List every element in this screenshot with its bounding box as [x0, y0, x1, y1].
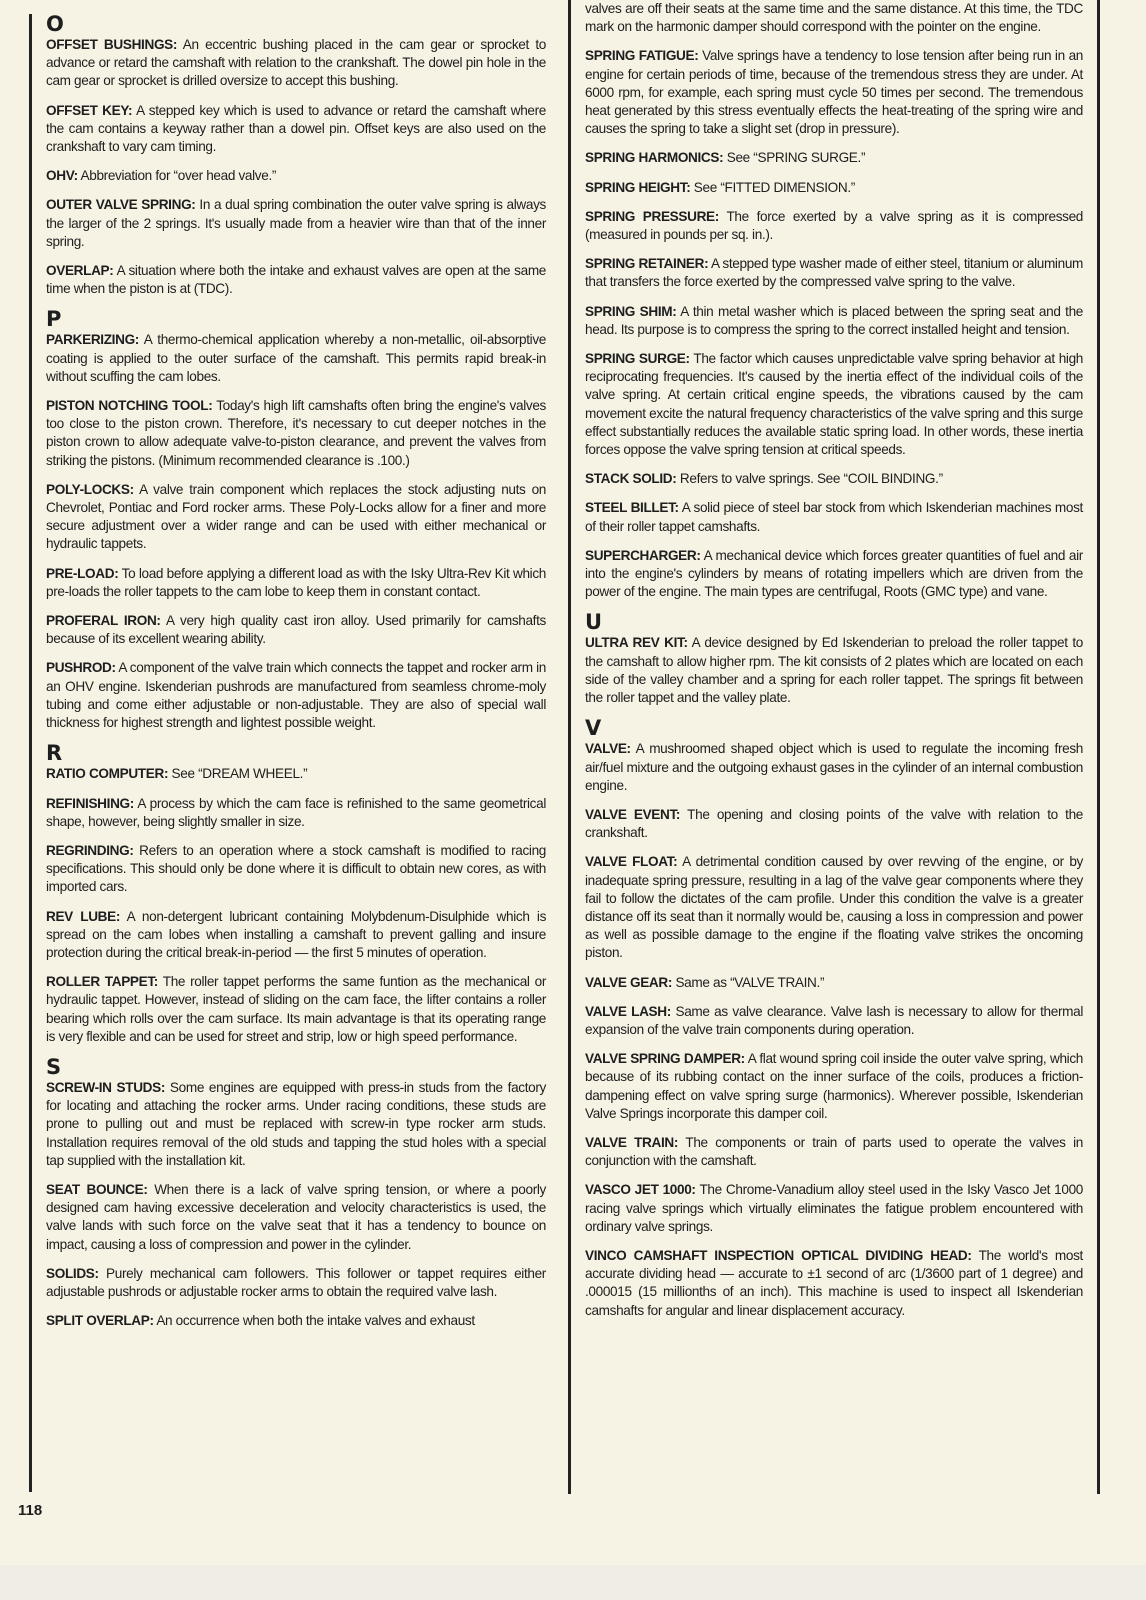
glossary-term: VINCO CAMSHAFT INSPECTION OPTICAL DIVIDING HEAD:: [585, 1247, 972, 1263]
glossary-entry: [585, 255, 1083, 291]
glossary-term: REV LUBE:: [46, 908, 121, 924]
glossary-entry: [585, 1050, 1083, 1123]
glossary-entry: [585, 303, 1083, 339]
glossary-definition: Valve springs have a tendency to lose tension after being run in an engine for certain periods of time, because of the tremendous stress they are under. At 6000 rpm, for example, each spring must cycle 50 times per second. The tremendous heat generated by this stress eventually effects the heat-treating of the spring wire and causes the spring to take a slight set (drop in pressure).: [585, 48, 1083, 137]
glossary-entry: [46, 331, 546, 386]
glossary-term: POLY-LOCKS:: [46, 481, 134, 497]
glossary-term: VALVE EVENT:: [585, 806, 681, 822]
glossary-term: SPRING PRESSURE:: [585, 208, 719, 224]
glossary-definition: The force exerted by a valve spring as it is compressed (measured in pounds per sq. in.).: [585, 208, 1084, 243]
glossary-entry: [46, 481, 546, 554]
page-bottom-edge: [0, 1565, 1146, 1600]
glossary-entry: [46, 397, 546, 470]
glossary-definition: See “SPRING SURGE.”: [723, 150, 866, 166]
glossary-term: SUPERCHARGER:: [585, 547, 701, 563]
glossary-term: SEAT BOUNCE:: [46, 1181, 148, 1197]
glossary-definition: To load before applying a different load as with the Isky Ultra-Rev Kit which pre-loads the roller tappets to the cam lobe to keep them in constant contact.: [46, 565, 546, 599]
glossary-entry: [585, 1003, 1083, 1039]
glossary-entry: [46, 196, 546, 251]
glossary-entry: [46, 659, 546, 732]
glossary-term: PRE-LOAD:: [46, 565, 119, 581]
glossary-definition: A component of the valve train which connects the tappet and rocker arm in an OHV engine. Iskenderian pushrods are manufactured from seamless chrome-moly tubing and come either adjustable or non-adjustable. They are also of special wall thickness for highest strength and lightest possible weight.: [46, 660, 546, 731]
glossary-definition: A mushroomed shaped object which is used to regulate the incoming fresh air/fuel mixture and the outgoing exhaust gases in the cylinder of an internal combustion engine.: [585, 741, 1083, 793]
glossary-entry: [46, 1312, 546, 1330]
glossary-entry: [46, 612, 546, 648]
glossary-term: ULTRA REV KIT:: [585, 635, 688, 651]
glossary-term: OHV:: [46, 168, 78, 184]
glossary-term: VALVE GEAR:: [585, 974, 673, 990]
glossary-term: VALVE:: [585, 741, 631, 757]
glossary-entry: [585, 547, 1083, 602]
glossary-entry: [46, 795, 546, 831]
glossary-definition: In a dual spring combination the outer valve spring is always the larger of the 2 springs. It's usually made from a heavier wire than that of the inner spring.: [46, 197, 546, 249]
section-letter: R: [46, 741, 63, 766]
glossary-term: PARKERIZING:: [46, 332, 139, 348]
glossary-term: ROLLER TAPPET:: [46, 974, 158, 990]
glossary-entry: [46, 842, 546, 897]
glossary-definition: Same as “VALVE TRAIN.”: [672, 974, 825, 990]
section-letter: S: [46, 1054, 62, 1079]
glossary-definition: The roller tappet performs the same funtion as the mechanical or hydraulic tappet. However, instead of sliding on the cam face, the lifter contains a roller bearing which rolls over the cam surface. Its main advantage is that its operating range is very flexible and can be used for street and strip, low or high speed performance.: [46, 974, 546, 1044]
glossary-definition: Purely mechanical cam followers. This follower or tappet requires either adjustable pushrods or adjustable rocker arms to obtain the required valve lash.: [46, 1265, 546, 1299]
glossary-definition: A valve train component which replaces the stock adjusting nuts on Chevrolet, Pontiac and Ford rocker arms. These Poly-Locks allow for a finer and more secure adjustment over a wider range and can be used with either mechanical or hydraulic tappets.: [46, 481, 546, 552]
glossary-definition: A solid piece of steel bar stock from which Iskenderian machines most of their roller tappet camshafts.: [585, 500, 1083, 534]
glossary-term: SPLIT OVERLAP:: [46, 1313, 154, 1329]
glossary-entry: [585, 1181, 1083, 1236]
glossary-term: REFINISHING:: [46, 795, 134, 811]
glossary-entry: [585, 806, 1083, 842]
glossary-entry: [46, 1265, 546, 1301]
glossary-term: STEEL BILLET:: [585, 500, 679, 516]
glossary-term: RATIO COMPUTER:: [46, 766, 169, 782]
glossary-term: SOLIDS:: [46, 1265, 99, 1281]
glossary-entry: [585, 350, 1083, 459]
glossary-definition: When there is a lack of valve spring tension, or where a poorly designed cam having excessive deceleration and velocity characteristics is used, the valve lands with such force on the valve seat that it has a tendency to bounce on impact, causing a loss of compression and power in the cylinder.: [46, 1181, 546, 1252]
glossary-entry: [585, 1134, 1083, 1170]
glossary-entry: [46, 167, 546, 185]
glossary-entry: [46, 565, 546, 601]
glossary-term: VALVE LASH:: [585, 1003, 671, 1019]
glossary-definition: An eccentric bushing placed in the cam gear or sprocket to advance or retard the camshaft with relation to the crankshaft. The dowel pin hole in the cam gear or sprocket is drilled oversize to accept this bushing.: [46, 37, 546, 89]
glossary-entry: [585, 208, 1083, 244]
glossary-definition: The world's most accurate dividing head — accurate to ±1 second of arc (1/3600 part of 1 degree) and .000015 (15 millionths of an inch). This machine is used to inspect all Iskenderian camshafts for angular and linear displacement accuracy.: [585, 1247, 1083, 1318]
glossary-term: OFFSET KEY:: [46, 102, 133, 118]
glossary-definition: The opening and closing points of the valve with relation to the crankshaft.: [585, 806, 1083, 841]
glossary-entry: [585, 47, 1083, 138]
glossary-entry: [46, 908, 546, 963]
glossary-definition: A device designed by Ed Iskenderian to preload the roller tappet to the camshaft to allow higher rpm. The kit consists of 2 plates which are located on each side of the valley chamber and a spring for each roller tappet. The springs fit between the roller tappet and the valley plate.: [585, 635, 1083, 706]
glossary-term: SPRING SHIM:: [585, 303, 677, 319]
glossary-definition: A thermo-chemical application whereby a non-metallic, oil-absorptive coating is applied to the outer surface of the camshaft. This permits rapid break-in without scuffing the cam lobes.: [46, 332, 546, 384]
glossary-term: OVERLAP:: [46, 263, 114, 279]
glossary-term: VALVE TRAIN:: [585, 1134, 679, 1150]
glossary-entry: [585, 740, 1083, 795]
glossary-entry: [46, 102, 546, 157]
glossary-definition: Some engines are equipped with press-in studs from the factory for locating and attaching the rocker arms. Under racing conditions, these studs are prone to pulling out and must be replaced with screw-in type rocker arm studs. Installation requires removal of the old studs and tapping the stud holes with a special tap supplied with the installation kit.: [46, 1079, 546, 1168]
glossary-term: OUTER VALVE SPRING:: [46, 197, 196, 213]
glossary-definition: A situation where both the intake and exhaust valves are open at the same time when the piston is at (TDC).: [46, 263, 546, 297]
glossary-term: SPRING FATIGUE:: [585, 48, 699, 64]
glossary-entry: [585, 974, 1083, 992]
glossary-term: VASCO JET 1000:: [585, 1182, 696, 1198]
glossary-entry: [46, 1079, 546, 1170]
glossary-definition: See “FITTED DIMENSION.”: [690, 179, 855, 195]
glossary-definition: The Chrome-Vanadium alloy steel used in the Isky Vasco Jet 1000 racing valve springs which virtually eliminates the fatigue problem encountered with ordinary valve springs.: [585, 1182, 1083, 1234]
glossary-definition: A process by which the cam face is refinished to the same geometrical shape, however, being slightly smaller in size.: [46, 795, 546, 829]
glossary-definition: A mechanical device which forces greater quantities of fuel and air into the engine's cylinders by means of rotating impellers which are driven from the power of the engine. The main types are centrifugal, Roots (GMC type) and vane.: [585, 547, 1083, 600]
glossary-term: VALVE FLOAT:: [585, 854, 678, 870]
glossary-definition: An occurrence when both the intake valves and exhaust: [153, 1313, 475, 1329]
glossary-entry: [46, 36, 546, 91]
right-column: [568, 0, 1100, 1494]
glossary-entry: [585, 853, 1083, 962]
glossary-definition: The factor which causes unpredictable valve spring behavior at high reciprocating frequencies. It's caused by the inertia effect of the individual coils of the valve spring. At certain critical engine speeds, the vibrations caused by the cam movement excite the natural frequency characteristics of the valve spring and this surge effect substantially reduces the available static spring load. In other words, these inertia forces oppose the valve spring tension at critical speeds.: [585, 351, 1083, 458]
glossary-term: SPRING HEIGHT:: [585, 179, 691, 195]
glossary-definition: A stepped type washer made of either steel, titanium or aluminum that transfers the force exerted by the compressed valve spring to the valve.: [585, 256, 1083, 290]
section-letter: V: [585, 716, 602, 741]
glossary-entry: [585, 470, 1083, 488]
glossary-definition: A stepped key which is used to advance or retard the camshaft where the cam contains a keyway rather than a dowel pin. Offset keys are also used on the crankshaft to vary cam timing.: [46, 102, 546, 155]
glossary-term: SPRING HARMONICS:: [585, 150, 724, 166]
glossary-term: SPRING RETAINER:: [585, 256, 709, 272]
left-column: [29, 14, 546, 1492]
glossary-term: SPRING SURGE:: [585, 351, 690, 367]
glossary-entry: [585, 0, 1083, 36]
glossary-definition: A detrimental condition caused by over revving of the engine, or by inadequate spring pressure, resulting in a lag of the valve gear components where they fail to follow the dictates of the cam profile. Under this condition the valve is a greater distance off its seat than it normally would be, causing a loss in compression and power as well as possible damage to the engine if the floating valve strikes the oncoming piston.: [585, 854, 1083, 961]
glossary-term: REGRINDING:: [46, 842, 134, 858]
glossary-entry: [585, 634, 1083, 707]
glossary-entry: [585, 499, 1083, 535]
glossary-definition: See “DREAM WHEEL.”: [168, 766, 308, 782]
glossary-entry: [46, 262, 546, 298]
glossary-definition: A non-detergent lubricant containing Molybdenum-Disulphide which is spread on the cam lobes when installing a camshaft to prevent galling and insure protection during the critical break-in-period — the first 5 minutes of operation.: [46, 908, 547, 960]
section-letter: O: [46, 12, 64, 36]
glossary-entry: [46, 973, 546, 1046]
glossary-definition: valves are off their seats at the same time and the same distance. At this time, the TDC mark on the harmonic damper should correspond with the pointer on the engine.: [585, 1, 1083, 35]
glossary-definition: A thin metal washer which is placed between the spring seat and the head. Its purpose is to compress the spring to the correct installed height and tension.: [585, 303, 1083, 337]
glossary-entry: [585, 1247, 1083, 1320]
glossary-term: STACK SOLID:: [585, 471, 677, 487]
glossary-definition: Today's high lift camshafts often bring the engine's valves too close to the piston crown. Therefore, it's necessary to cut deeper notches in the piston crown to allow adequate valve-to-piston clearance, and prevent the valves from striking the pistons. (Minimum recommended clearance is .100.): [46, 398, 546, 468]
glossary-definition: Refers to valve springs. See “COIL BINDING.”: [676, 471, 943, 487]
glossary-term: PUSHROD:: [46, 660, 116, 676]
glossary-definition: A very high quality cast iron alloy. Used primarily for camshafts because of its excellent wearing ability.: [46, 613, 546, 647]
page-number: 118: [18, 1502, 43, 1519]
glossary-definition: The components or train of parts used to operate the valves in conjunction with the camshaft.: [585, 1134, 1083, 1169]
glossary-definition: Refers to an operation where a stock camshaft is modified to racing specifications. This should only be done where it is difficult to obtain new cores, as with imported cars.: [46, 842, 546, 895]
glossary-definition: A flat wound spring coil inside the outer valve spring, which because of its rubbing contact on the inner surface of the coils, produces a friction-dampening effect on valve spring surge (harmonics). Wherever possible, Iskenderian Valve Springs incorporate this damper coil.: [585, 1051, 1083, 1121]
section-letter: P: [46, 307, 62, 332]
glossary-term: PROFERAL IRON:: [46, 613, 161, 629]
glossary-definition: Same as valve clearance. Valve lash is necessary to allow for thermal expansion of the valve train components during operation.: [585, 1003, 1083, 1037]
glossary-entry: [585, 179, 1083, 197]
glossary-term: SCREW-IN STUDS:: [46, 1079, 166, 1095]
section-letter: U: [585, 610, 603, 635]
glossary-entry: [46, 1181, 546, 1254]
glossary-entry: [585, 149, 1083, 167]
glossary-definition: Abbreviation for “over head valve.”: [77, 168, 277, 184]
glossary-entry: [46, 765, 546, 783]
glossary-term: VALVE SPRING DAMPER:: [585, 1051, 745, 1067]
glossary-term: OFFSET BUSHINGS:: [46, 37, 178, 52]
glossary-term: PISTON NOTCHING TOOL:: [46, 398, 213, 414]
